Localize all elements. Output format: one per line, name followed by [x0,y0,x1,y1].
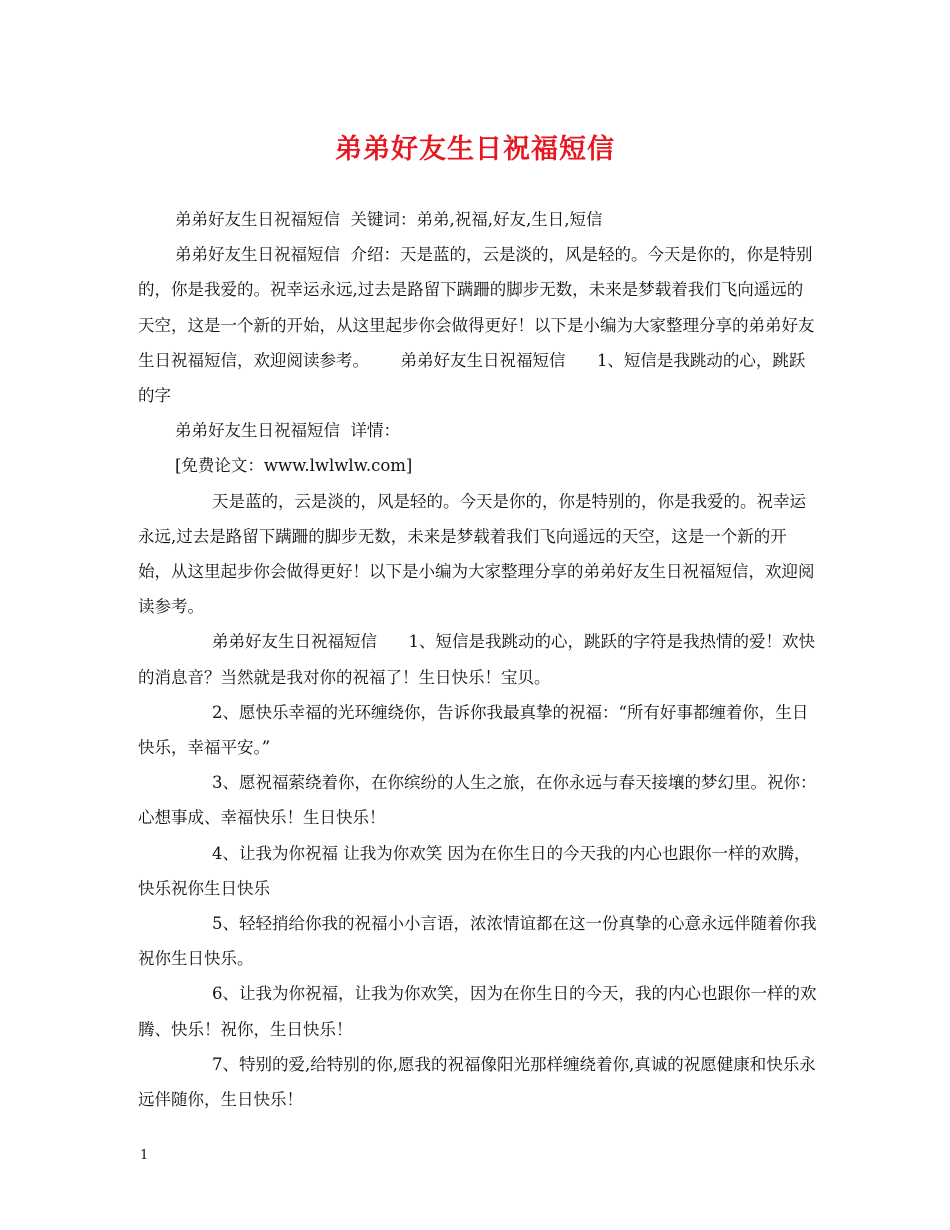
document-body [138,202,818,1117]
intro-paragraph: 弟弟好友生日祝福短信 介绍：天是蓝的，云是淡的，风是轻的。今天是你的，你是特别的，你是我爱的。祝幸运永远,过去是路留下蹒跚的脚步无数，未来是梦载着我们飞向遥远的天空，这是一个新的开始，从这里起步你会做得更好！以下是小编为大家整理分享的弟弟好友生日祝福短信，欢迎阅读参考。 弟弟好友生日祝福短信 1、短信是我跳动的心，跳跃的字 [138,245,815,406]
page-number: 1 [140,1148,149,1163]
wish-item: 弟弟好友生日祝福短信 1、短信是我跳动的心，跳跃的字符是我热情的爱！欢快的消息音？当然就是我对你的祝福了！生日快乐！宝贝。 [138,632,815,687]
page-title: 弟弟好友生日祝福短信 [335,134,615,165]
details-heading: 弟弟好友生日祝福短信 详情： [175,421,400,441]
wish-item: 2、愿快乐幸福的光环缠绕你，告诉你我最真挚的祝福：“所有好事都缠着你，生日快乐，幸福平安。” [138,702,809,758]
wish-item: 7、特别的爱,给特别的你,愿我的祝福像阳光那样缠绕着你,真诚的祝愿健康和快乐永远伴随你，生日快乐！ [138,1054,816,1110]
wish-item: 5、轻轻捎给你我的祝福小小言语，浓浓情谊都在这一份真挚的心意永远伴随着你我祝你生日快乐。 [138,914,817,969]
keywords-paragraph: 弟弟好友生日祝福短信 关键词：弟弟,祝福,好友,生日,短信 [175,210,603,229]
source-note: [免费论文：www.lwlwlw.com] [175,456,413,476]
wish-item: 3、愿祝福萦绕着你，在你缤纷的人生之旅，在你永远与春天接壤的梦幻里。祝你：心想事成、幸福快乐！生日快乐！ [138,773,817,828]
body-paragraph: 天是蓝的，云是淡的，风是轻的。今天是你的，你是特别的，你是我爱的。祝幸运永远,过去是路留下蹒跚的脚步无数，未来是梦载着我们飞向遥远的天空，这是一个新的开始，从这里起步你会做得更好！以下是小编为大家整理分享的弟弟好友生日祝福短信，欢迎阅读参考。 [138,491,815,617]
wish-item: 6、让我为你祝福，让我为你欢笑，因为在你生日的今天，我的内心也跟你一样的欢腾、快乐！祝你，生日快乐！ [138,984,817,1039]
wish-item: 4、让我为你祝福 让我为你欢笑 因为在你生日的今天我的内心也跟你一样的欢腾，快乐祝你生日快乐 [138,843,811,898]
